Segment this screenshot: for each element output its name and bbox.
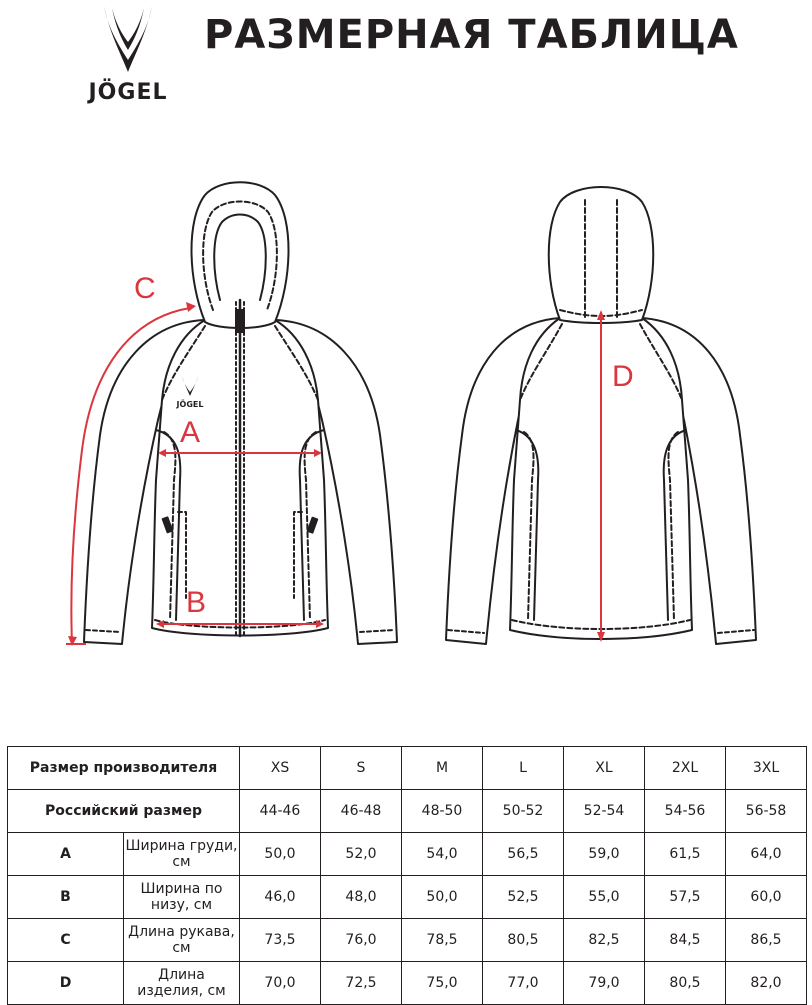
russian-size-cell: 56-58: [726, 790, 807, 833]
row-letter: C: [8, 919, 124, 962]
row-letter: B: [8, 876, 124, 919]
table-cell: 56,5: [483, 833, 564, 876]
table-cell: 80,5: [483, 919, 564, 962]
brand-name: JÖGEL: [88, 80, 168, 105]
russian-size-label: Российский размер: [8, 790, 240, 833]
row-parameter: Ширина груди, см: [124, 833, 240, 876]
table-cell: 55,0: [564, 876, 645, 919]
size-cell: L: [483, 747, 564, 790]
row-parameter: Длина рукава, см: [124, 919, 240, 962]
russian-size-cell: 48-50: [402, 790, 483, 833]
manufacturer-size-label: Размер производителя: [8, 747, 240, 790]
size-cell: S: [321, 747, 402, 790]
page-title: РАЗМЕРНАЯ ТАБЛИЦА: [204, 12, 739, 58]
russian-size-cell: 52-54: [564, 790, 645, 833]
size-cell: XS: [240, 747, 321, 790]
table-row-manufacturer: [8, 747, 807, 790]
table-cell: 61,5: [645, 833, 726, 876]
russian-size-cell: 46-48: [321, 790, 402, 833]
table-cell: 70,0: [240, 962, 321, 1005]
table-cell: 52,0: [321, 833, 402, 876]
russian-size-cell: 50-52: [483, 790, 564, 833]
jacket-diagram: [0, 150, 812, 650]
table-cell: 82,5: [564, 919, 645, 962]
table-cell: 78,5: [402, 919, 483, 962]
chest-logo-text: JÖGEL: [176, 400, 204, 409]
table-cell: 86,5: [726, 919, 807, 962]
label-d: D: [612, 360, 634, 393]
table-row: [8, 962, 807, 1005]
label-a: A: [180, 416, 201, 449]
header: [0, 0, 812, 110]
table-cell: 75,0: [402, 962, 483, 1005]
table-cell: 77,0: [483, 962, 564, 1005]
size-cell: M: [402, 747, 483, 790]
row-letter: A: [8, 833, 124, 876]
table-row-russian: [8, 790, 807, 833]
table-cell: 50,0: [402, 876, 483, 919]
table-cell: 84,5: [645, 919, 726, 962]
table-cell: 64,0: [726, 833, 807, 876]
russian-size-cell: 54-56: [645, 790, 726, 833]
size-table: [7, 746, 807, 1005]
front-jacket: [84, 182, 397, 644]
table-cell: 72,5: [321, 962, 402, 1005]
brand-mark-icon: [100, 4, 156, 76]
brand-logo: [72, 4, 184, 104]
label-b: B: [186, 586, 207, 619]
row-letter: D: [8, 962, 124, 1005]
size-cell: 2XL: [645, 747, 726, 790]
table-cell: 79,0: [564, 962, 645, 1005]
table-cell: 59,0: [564, 833, 645, 876]
table-cell: 80,5: [645, 962, 726, 1005]
table-row: [8, 919, 807, 962]
size-cell: 3XL: [726, 747, 807, 790]
table-row: [8, 833, 807, 876]
russian-size-cell: 44-46: [240, 790, 321, 833]
row-parameter: Ширина по низу, см: [124, 876, 240, 919]
table-cell: 52,5: [483, 876, 564, 919]
table-cell: 46,0: [240, 876, 321, 919]
size-cell: XL: [564, 747, 645, 790]
table-cell: 60,0: [726, 876, 807, 919]
table-row: [8, 876, 807, 919]
table-cell: 54,0: [402, 833, 483, 876]
table-cell: 73,5: [240, 919, 321, 962]
table-cell: 57,5: [645, 876, 726, 919]
table-cell: 48,0: [321, 876, 402, 919]
table-cell: 82,0: [726, 962, 807, 1005]
label-c: C: [134, 272, 156, 305]
table-cell: 76,0: [321, 919, 402, 962]
table-cell: 50,0: [240, 833, 321, 876]
row-parameter: Длина изделия, см: [124, 962, 240, 1005]
